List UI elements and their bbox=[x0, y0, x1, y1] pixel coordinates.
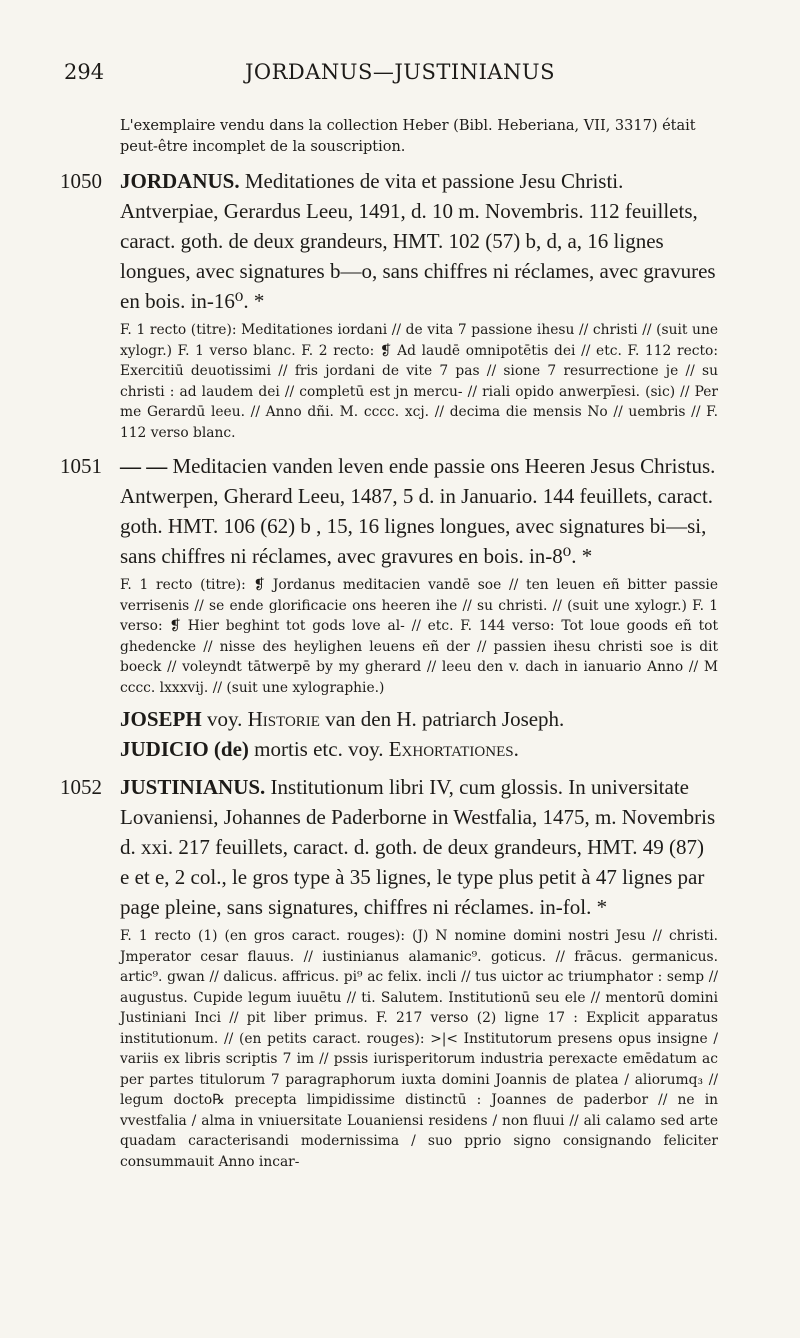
running-head: JORDANUS—JUSTINIANUS bbox=[244, 60, 555, 84]
entry-1051 bbox=[0, 451, 800, 698]
entry-1052 bbox=[0, 772, 800, 1172]
entry-main-text bbox=[120, 166, 718, 316]
entry-heading: — — bbox=[120, 454, 168, 478]
entry-heading: JUSTINIANUS. bbox=[120, 775, 266, 799]
entry-number: 1051 bbox=[60, 454, 102, 478]
xref-text: mortis etc. voy. bbox=[254, 737, 384, 761]
page-content bbox=[0, 116, 800, 1178]
entry-heading: JORDANUS. bbox=[120, 169, 240, 193]
page-number: 294 bbox=[64, 60, 105, 84]
xref-target: Historie bbox=[247, 707, 320, 731]
xref-text: voy. bbox=[206, 707, 243, 731]
entry-number: 1050 bbox=[60, 169, 102, 193]
page-header bbox=[0, 60, 800, 90]
xref-target: Exhortationes. bbox=[388, 737, 519, 761]
entry-body: Institutionum libri IV, cum glossis. In universitate Lovaniensi, Johannes de Paderborne in Westfalia, 1475, m. Novembris d. xxi. 217 feuillets, caract. d. goth. de deux grandeurs, HMT. 49 (87) e et e, 2 col., le gros type à 35 lignes, le type plus petit à 47 lignes par page pleine, sans signatures, chiffres ni réclames. in-fol. * bbox=[120, 775, 716, 919]
cross-reference-joseph bbox=[120, 704, 718, 734]
entry-description: F. 1 recto (titre): Meditationes iordani // de vita 7 passione ihesu // christi // (suit une xylogr.) F. 1 verso blanc. F. 2 recto: ❡ Ad laudē omnipotētis dei // etc. F. 112 recto: Exercitiū deuotissimi // fris jordani de vite 7 pas // sione 7 resurrectione je // su christi : ad laudem dei // completū est jn mercu- // riali opido anwerpīesi. (sic) // Per me Gerardū leeu. // Anno dñi. M. cccc. xcj. // decima die mensis No // uembris // F. 112 verso blanc. bbox=[120, 322, 718, 441]
entry-description: F. 1 recto (1) (en gros caract. rouges): (J) N nomine domini nostri Jesu // christi. Jmperator cesar flauus. // iustinianus alamanic⁹. goticus. // frācus. germanicus. artic⁹. gwan // dalicus. affricus. pi⁹ ac felix. incli // tus uictor ac triumphator : semp // augustus. Cupide legum iuuētu // ti. Salutem. Institutionū seu ele // mentorū domini Justiniani Inci // pit liber primus. F. 217 verso (2) ligne 17 : Explicit apparatus institutionum. // (en petits caract. rouges): >|< Institutorum presens opus insigne / variis ex libris scriptis 7 im // pssis iurisperitorum industria perexacte emēdatum ac per partes titulorum 7 paragraphorum iuxta domini Joannis de platea / aliorumq₃ // legum docto℞ precepta limpidissime distinctū : Joannes de paderbor // ne in vvestfalia / alma in vniuersitate Louaniensi residens / non fluui // ali calamo sed arte quadam caracterisandi modernissima / suo pprio signo consignando feliciter consummauit Anno incar- bbox=[120, 928, 718, 1170]
xref-head: JUDICIO (de) bbox=[120, 737, 249, 761]
entry-1050 bbox=[0, 166, 800, 443]
entry-main-text bbox=[120, 772, 718, 922]
entry-description: F. 1 recto (titre): ❡ Jordanus meditacien vandē soe // ten leuen eñ bitter passie verrisenis // se ende glorificacie ons heeren ihe // su christi. // (suit une xylogr.) F. 1 verso: ❡ Hier beghint tot gods love al- // etc. F. 144 verso: Tot loue goods eñ tot ghedencke // nisse des heylighen leuens eñ der // passien ihesu christi soe is dit boeck // voleyndt tātwerpē by my gherard // leeu den v. dach in ianuario Anno // M cccc. lxxxvij. // (suit une xylographie.) bbox=[120, 577, 718, 696]
intro-note: L'exemplaire vendu dans la collection Heber (Bibl. Heberiana, VII, 3317) était peut-être incomplet de la souscription. bbox=[120, 118, 696, 155]
entry-body: Meditationes de vita et passione Jesu Christi. Antverpiae, Gerardus Leeu, 1491, d. 10 m. Novembris. 112 feuillets, caract. goth. de deux grandeurs, HMT. 102 (57) b, d, a, 16 lignes longues, avec signatures b—o, sans chiffres ni réclames, avec gravures en bois. in-16⁰. * bbox=[120, 169, 716, 313]
entry-body: Meditacien vanden leven ende passie ons Heeren Jesus Christus. Antwerpen, Gherard Leeu, 1487, 5 d. in Januario. 144 feuillets, caract. goth. HMT. 106 (62) b , 15, 16 lignes longues, avec signatures bi—si, sans chiffres ni réclames, avec gravures en bois. in-8⁰. * bbox=[120, 454, 716, 568]
xref-rest: van den H. patriarch Joseph. bbox=[325, 707, 565, 731]
cross-reference-judicio bbox=[120, 734, 718, 764]
entry-main-text bbox=[120, 451, 718, 571]
entry-number: 1052 bbox=[60, 775, 102, 799]
xref-head: JOSEPH bbox=[120, 707, 202, 731]
